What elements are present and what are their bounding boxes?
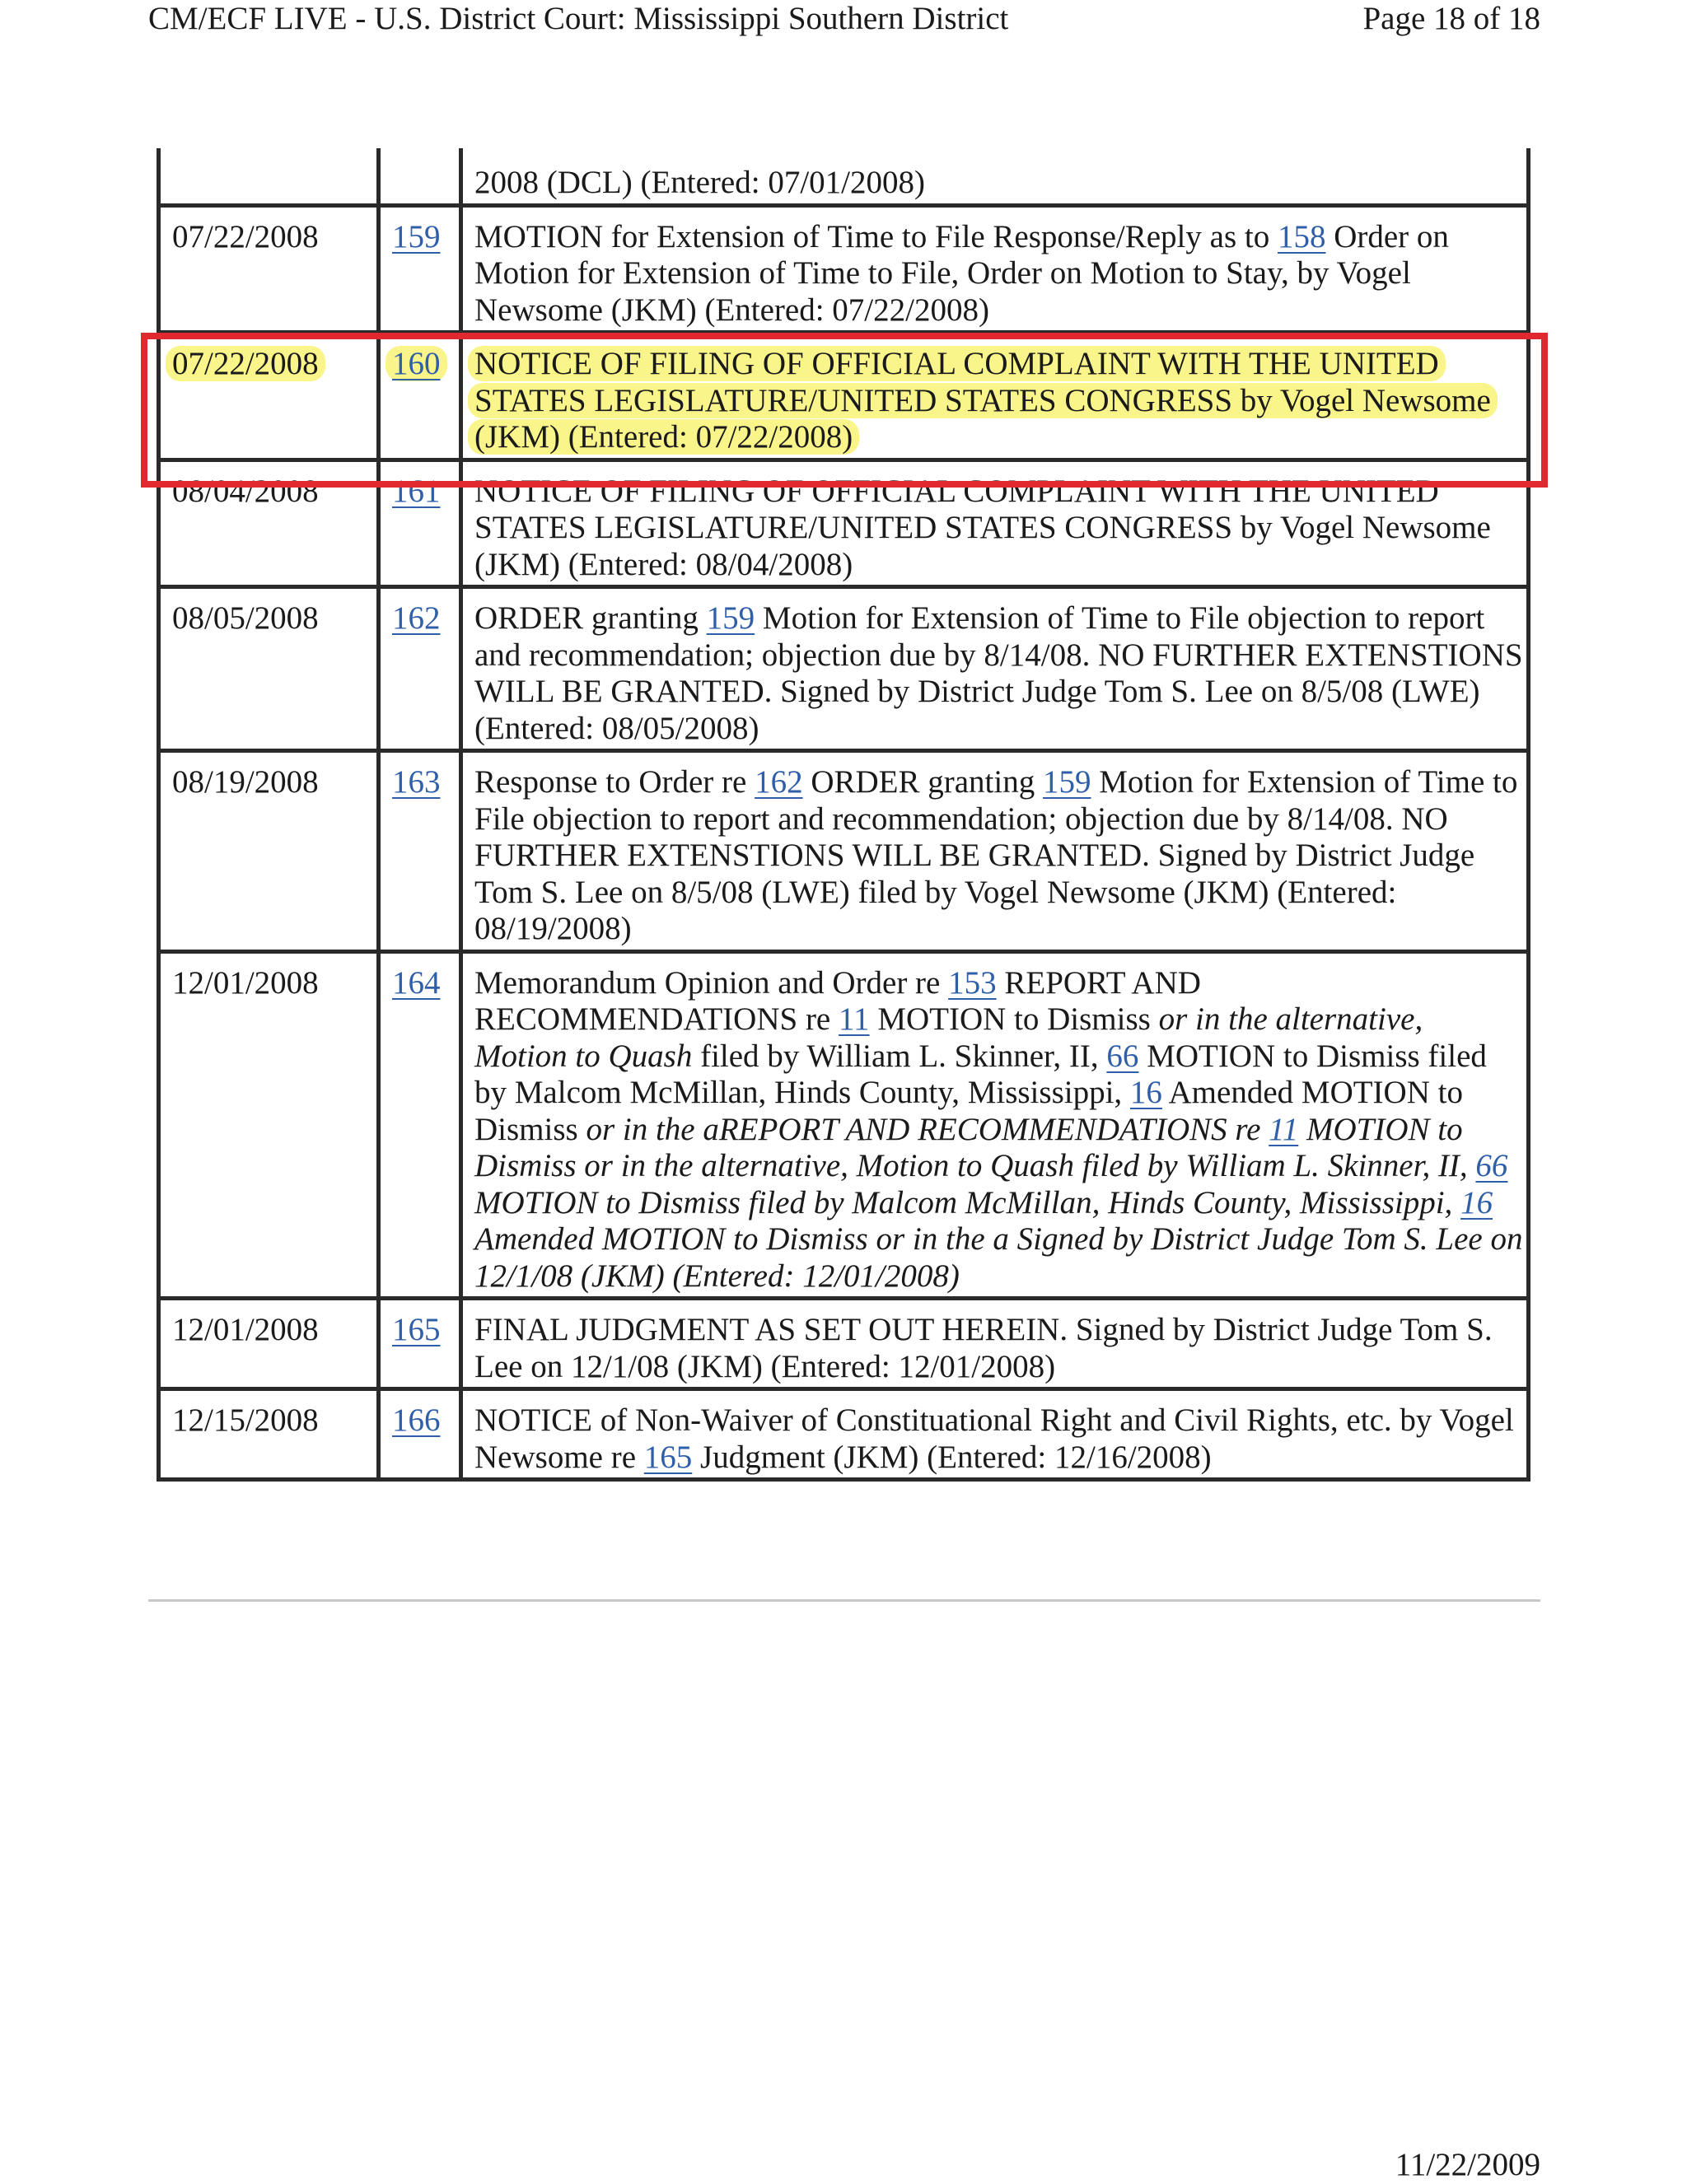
docket-text-segment: NOTICE OF FILING OF OFFICIAL COMPLAINT WITH THE UNITED STATES LEGISLATURE/UNITED STATES CONGRESS by Vogel Newsome (JKM) (Entered: 08/04/2008) bbox=[474, 473, 1491, 582]
docket-text-segment: Motion for Extension of Time to File objection to report and recommendation; objection due by 8/14/08. NO FURTHER EXTENSTIONS WILL BE GRANTED. Signed by District Judge Tom S. Lee on 8/5/08 (LWE) (Entered: 08/05/2008) bbox=[474, 600, 1523, 746]
docket-text-segment: Judgment (JKM) (Entered: 12/16/2008) bbox=[692, 1439, 1212, 1475]
docket-text bbox=[463, 334, 1535, 458]
page-header-title: CM/ECF LIVE - U.S. District Court: Mississippi Southern District bbox=[148, 1, 1009, 36]
docket-date-text: 12/01/2008 bbox=[172, 964, 319, 1001]
docket-row bbox=[157, 954, 1530, 1301]
docket-number[interactable] bbox=[381, 1391, 463, 1477]
docket-text-segment: 2008 (DCL) (Entered: 07/01/2008) bbox=[474, 165, 925, 200]
docket-row bbox=[157, 334, 1530, 462]
docket-text-segment: Response to Order re bbox=[474, 764, 755, 800]
docket-text-segment: NOTICE OF FILING OF OFFICIAL COMPLAINT WITH THE UNITED STATES LEGISLATURE/UNITED STATES CONGRESS by Vogel Newsome (JKM) (Entered: 07/22/2008) bbox=[474, 346, 1491, 455]
docket-text-segment: REPORT AND RECOMMENDATIONS re bbox=[474, 964, 1201, 1037]
docket-date bbox=[161, 148, 381, 203]
footer-date: 11/22/2009 bbox=[1395, 2147, 1540, 2182]
document-link[interactable]: 11 bbox=[839, 1001, 870, 1037]
docket-row bbox=[157, 148, 1530, 208]
docket-text-segment: MOTION for Extension of Time to File Response/Reply as to bbox=[474, 218, 1278, 254]
document-link[interactable]: 11 bbox=[1269, 1111, 1299, 1147]
docket-date-text: 08/19/2008 bbox=[172, 764, 319, 800]
docket-date-text: 12/01/2008 bbox=[172, 1312, 319, 1347]
docket-number[interactable] bbox=[381, 1300, 463, 1387]
docket-text-segment: or in the alternative, Motion to Quash bbox=[474, 1001, 1423, 1074]
document-link[interactable]: 159 bbox=[706, 600, 755, 636]
document-link[interactable]: 159 bbox=[1042, 764, 1091, 800]
docket-text-segment: Memorandum Opinion and Order re bbox=[474, 964, 949, 1001]
document-link[interactable]: 158 bbox=[1277, 218, 1326, 254]
docket-text-segment: NOTICE of Non-Waiver of Constituational Right and Civil Rights, etc. by Vogel Newsome re bbox=[474, 1402, 1514, 1475]
docket-date bbox=[161, 334, 381, 458]
docket-text-segment: MOTION to Dismiss bbox=[869, 1001, 1159, 1037]
docket-number[interactable] bbox=[381, 753, 463, 950]
docket-row bbox=[157, 462, 1530, 590]
docket-date bbox=[161, 954, 381, 1297]
docket-text bbox=[463, 1391, 1535, 1477]
docket-number[interactable] bbox=[381, 589, 463, 749]
docket-number[interactable] bbox=[381, 462, 463, 586]
document-link[interactable]: 153 bbox=[948, 964, 997, 1001]
docket-text bbox=[463, 954, 1535, 1297]
docket-number-link[interactable]: 161 bbox=[392, 473, 441, 509]
document-link[interactable]: 165 bbox=[643, 1439, 693, 1475]
docket-number-link[interactable]: 160 bbox=[386, 346, 447, 381]
docket-date bbox=[161, 208, 381, 331]
footer-rule bbox=[148, 1599, 1540, 1602]
document-link[interactable]: 16 bbox=[1129, 1075, 1162, 1110]
docket-row bbox=[157, 1391, 1530, 1482]
docket-text-segment: Amended MOTION to Dismiss bbox=[474, 1075, 1463, 1147]
docket-number-link[interactable]: 163 bbox=[392, 764, 441, 800]
docket-date bbox=[161, 462, 381, 586]
document-link[interactable]: 66 bbox=[1475, 1148, 1508, 1183]
docket-date bbox=[161, 1300, 381, 1387]
docket-date bbox=[161, 589, 381, 749]
docket-text bbox=[463, 148, 1535, 203]
docket-table bbox=[157, 148, 1530, 1482]
docket-number[interactable] bbox=[381, 954, 463, 1297]
docket-text-segment: MOTION to Dismiss filed by Malcom McMillan, Hinds County, Mississippi, bbox=[474, 1038, 1487, 1110]
docket-text-segment: filed by William L. Skinner, II, bbox=[692, 1038, 1107, 1074]
docket-text-segment: MOTION to Dismiss or in the alternative, Motion to Quash filed by William L. Skinner, II, bbox=[474, 1111, 1476, 1183]
docket-text-segment: MOTION to Dismiss filed by Malcom McMillan, Hinds County, Mississippi, bbox=[474, 1184, 1461, 1220]
docket-number-link[interactable]: 159 bbox=[392, 218, 441, 254]
document-link[interactable]: 162 bbox=[755, 764, 803, 800]
docket-number bbox=[381, 148, 463, 203]
page-number: Page 18 of 18 bbox=[1362, 1, 1540, 36]
docket-date-text: 08/05/2008 bbox=[172, 600, 319, 636]
docket-number[interactable] bbox=[381, 334, 463, 458]
docket-text-segment: or in the aREPORT AND RECOMMENDATIONS re bbox=[586, 1111, 1269, 1147]
docket-number-link[interactable]: 164 bbox=[392, 964, 441, 1001]
docket-date-text: 07/22/2008 bbox=[166, 346, 325, 381]
docket-date-text: 08/04/2008 bbox=[172, 473, 319, 509]
docket-text-segment: FINAL JUDGMENT AS SET OUT HEREIN. Signed by District Judge Tom S. Lee on 12/1/08 (JKM) (Entered: 12/01/2008) bbox=[474, 1312, 1493, 1384]
docket-text-segment: Motion for Extension of Time to File objection to report and recommendation; objection due by 8/14/08. NO FURTHER EXTENSTIONS WILL BE GRANTED. Signed by District Judge Tom S. Lee on 8/5/08 (LWE) filed by Vogel Newsome (JKM) (Entered: 08/19/2008) bbox=[474, 764, 1518, 946]
docket-date bbox=[161, 1391, 381, 1477]
docket-text bbox=[463, 462, 1535, 586]
docket-date-text: 07/22/2008 bbox=[172, 218, 319, 254]
docket-date-text: 12/15/2008 bbox=[172, 1402, 319, 1438]
docket-number[interactable] bbox=[381, 208, 463, 331]
docket-row bbox=[157, 208, 1530, 335]
docket-row bbox=[157, 589, 1530, 753]
docket-text-segment: ORDER granting bbox=[802, 764, 1043, 800]
docket-text-segment: Order on Motion for Extension of Time to File, Order on Motion to Stay, by Vogel Newsome (JKM) (Entered: 07/22/2008) bbox=[474, 218, 1449, 328]
document-link[interactable]: 16 bbox=[1460, 1184, 1493, 1220]
docket-text bbox=[463, 208, 1535, 331]
docket-text-segment: ORDER granting bbox=[474, 600, 707, 636]
docket-row bbox=[157, 753, 1530, 954]
docket-text bbox=[463, 589, 1535, 749]
document-link[interactable]: 66 bbox=[1106, 1038, 1139, 1074]
docket-date bbox=[161, 753, 381, 950]
docket-number-link[interactable]: 165 bbox=[392, 1312, 441, 1347]
docket-text bbox=[463, 753, 1535, 950]
docket-text-segment: Amended MOTION to Dismiss or in the a Signed by District Judge Tom S. Lee on 12/1/08 (JKM) (Entered: 12/01/2008) bbox=[474, 1221, 1523, 1294]
docket-number-link[interactable]: 162 bbox=[392, 600, 441, 636]
docket-number-link[interactable]: 166 bbox=[392, 1402, 441, 1438]
docket-text bbox=[463, 1300, 1535, 1387]
docket-row bbox=[157, 1300, 1530, 1391]
